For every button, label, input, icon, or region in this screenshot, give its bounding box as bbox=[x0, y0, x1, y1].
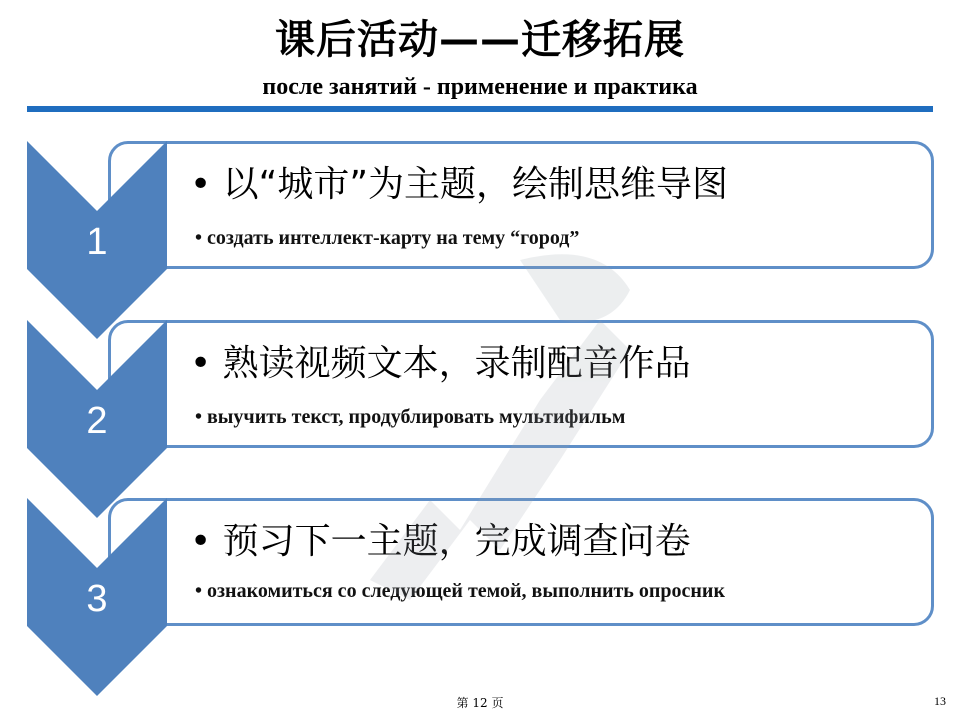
step-2-subtitle: • выучить текст, продублировать мультифильм bbox=[195, 406, 626, 428]
step-1 bbox=[0, 141, 960, 341]
title-underline bbox=[27, 106, 933, 112]
footer-page-label: 第 12 页 bbox=[456, 696, 504, 710]
step-1-number: 1 bbox=[86, 221, 108, 263]
slide-subtitle: после занятий - применение и практика bbox=[262, 74, 698, 100]
step-1-title: • 以“城市”为主题，绘制思维导图 bbox=[190, 164, 728, 205]
step-2-number: 2 bbox=[86, 400, 108, 442]
slide-title: 课后活动——迁移拓展 bbox=[275, 17, 685, 63]
step-2 bbox=[0, 320, 960, 520]
footer-slide-number: 13 bbox=[934, 694, 946, 708]
step-1-subtitle: • создать интеллект-карту на тему “город” bbox=[195, 227, 580, 249]
step-3-subtitle: • ознакомиться со следующей темой, выполнить опросник bbox=[195, 580, 725, 602]
step-3-number: 3 bbox=[86, 578, 108, 620]
step-3 bbox=[0, 498, 960, 698]
step-3-title: • 预习下一主题，完成调查问卷 bbox=[190, 521, 691, 562]
step-2-title: • 熟读视频文本，录制配音作品 bbox=[190, 343, 691, 384]
